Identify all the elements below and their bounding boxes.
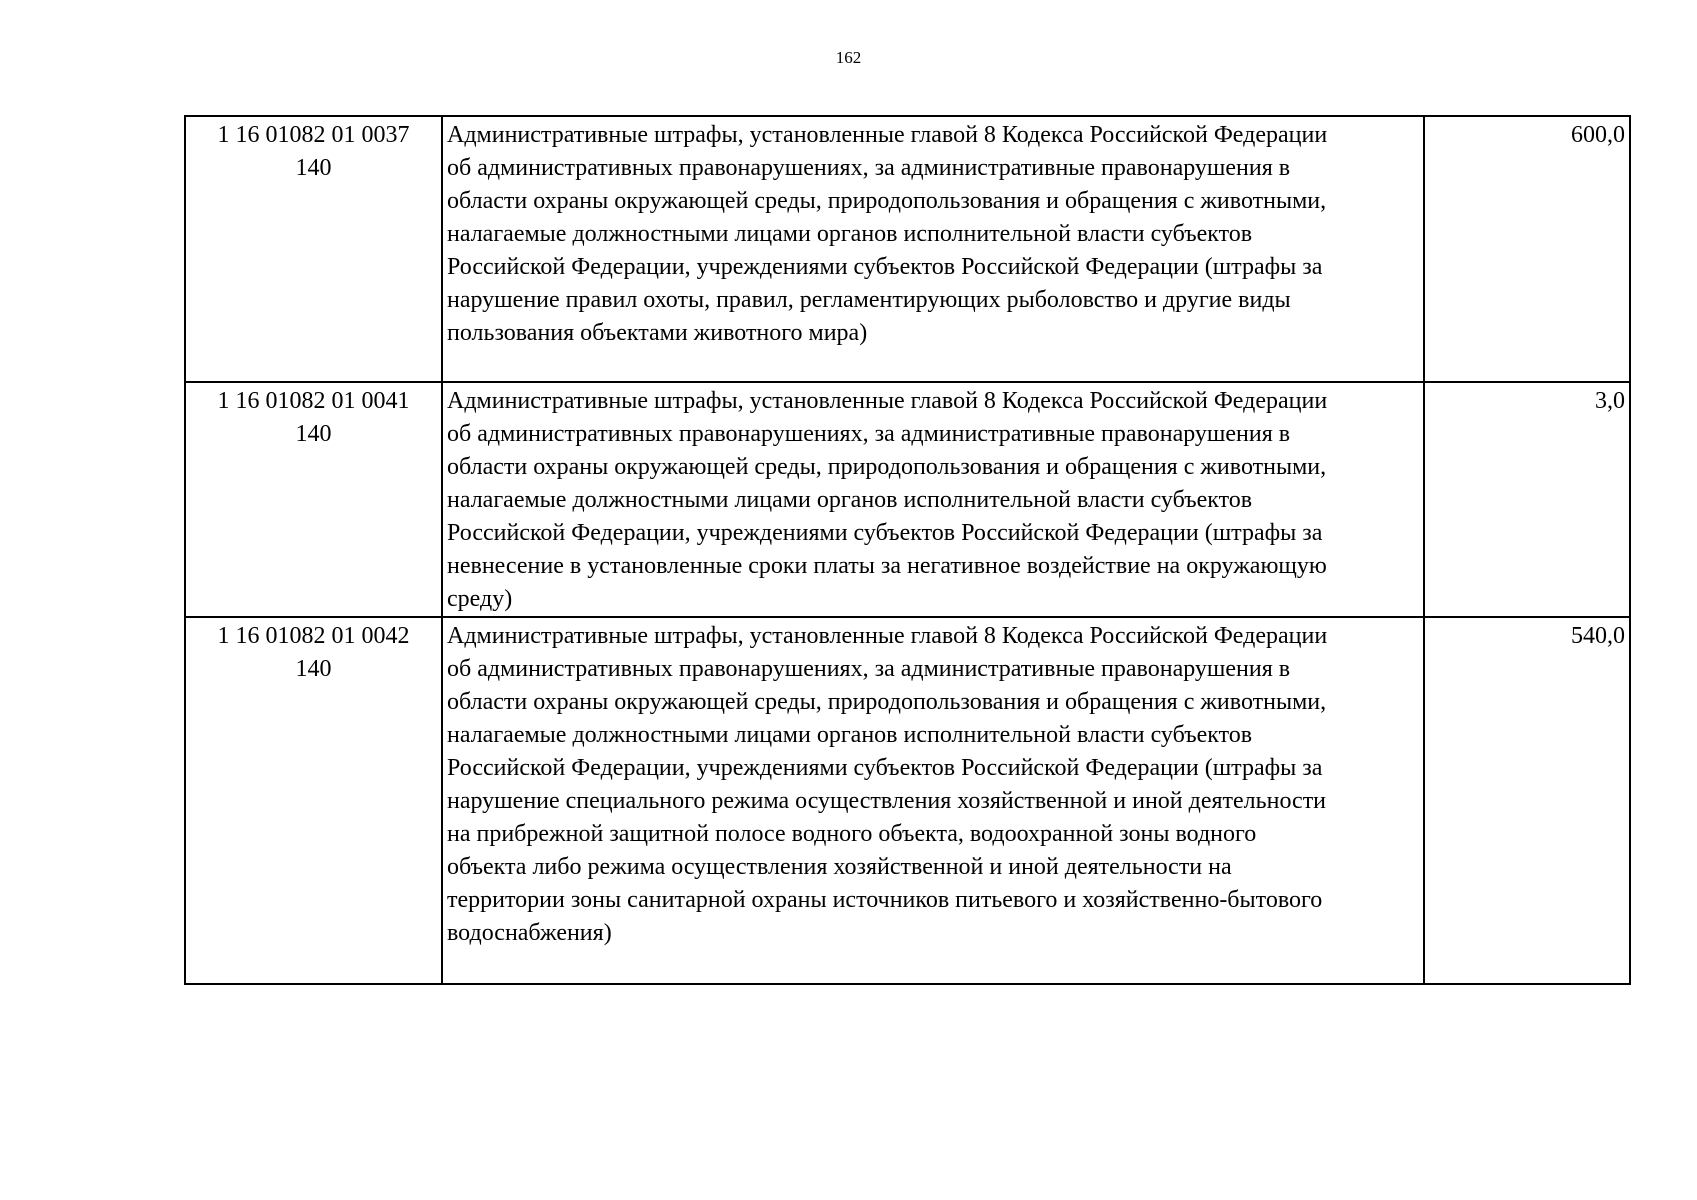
table-row (185, 116, 1630, 382)
classification-code-cell (185, 382, 442, 617)
classification-code-suffix: 140 (295, 155, 332, 181)
description-line: налагаемые должностными лицами органов исполнительной власти субъектов (447, 487, 1253, 513)
classification-code-cell (185, 617, 442, 984)
classification-code: 1 16 01082 01 0037 (217, 122, 410, 148)
description-line: Административные штрафы, установленные главой 8 Кодекса Российской Федерации (447, 623, 1328, 649)
description-line: об административных правонарушениях, за административные правонарушения в (447, 421, 1291, 447)
description-line: невнесение в установленные сроки платы за негативное воздействие на окружающую (447, 553, 1327, 579)
description-line: объекта либо режима осуществления хозяйственной и иной деятельности на (447, 854, 1232, 880)
description-cell (442, 617, 1424, 984)
classification-code-suffix: 140 (295, 656, 332, 682)
description-line: налагаемые должностными лицами органов исполнительной власти субъектов (447, 221, 1253, 247)
description-line: Российской Федерации, учреждениями субъектов Российской Федерации (штрафы за (447, 254, 1323, 280)
description-cell (442, 116, 1424, 382)
description-line: водоснабжения) (447, 920, 612, 946)
classification-code: 1 16 01082 01 0042 (217, 623, 410, 649)
description-line: нарушение специального режима осуществления хозяйственной и иной деятельности (447, 788, 1327, 814)
description-line: нарушение правил охоты, правил, регламентирующих рыболовство и другие виды (447, 287, 1291, 313)
description-line: Административные штрафы, установленные главой 8 Кодекса Российской Федерации (447, 122, 1328, 148)
classification-code-cell (185, 116, 442, 382)
budget-revenue-table (184, 115, 1631, 985)
classification-code-suffix: 140 (295, 421, 332, 447)
amount-cell: 3,0 (1424, 382, 1630, 617)
table-row (185, 382, 1630, 617)
description-line: Административные штрафы, установленные главой 8 Кодекса Российской Федерации (447, 388, 1328, 414)
description-line: области охраны окружающей среды, природопользования и обращения с животными, (447, 454, 1327, 480)
table-row (185, 617, 1630, 984)
description-line: пользования объектами животного мира) (447, 320, 868, 346)
description-line: области охраны окружающей среды, природопользования и обращения с животными, (447, 188, 1327, 214)
classification-code: 1 16 01082 01 0041 (217, 388, 410, 414)
description-line: на прибрежной защитной полосе водного объекта, водоохранной зоны водного (447, 821, 1257, 847)
description-line: среду) (447, 586, 513, 612)
description-line: об административных правонарушениях, за административные правонарушения в (447, 656, 1291, 682)
page-number: 162 (835, 48, 862, 67)
amount-cell: 540,0 (1424, 617, 1630, 984)
description-line: об административных правонарушениях, за административные правонарушения в (447, 155, 1291, 181)
amount-cell: 600,0 (1424, 116, 1630, 382)
description-cell (442, 382, 1424, 617)
description-line: территории зоны санитарной охраны источников питьевого и хозяйственно-бытового (447, 887, 1323, 913)
description-line: налагаемые должностными лицами органов исполнительной власти субъектов (447, 722, 1253, 748)
description-line: Российской Федерации, учреждениями субъектов Российской Федерации (штрафы за (447, 755, 1323, 781)
description-line: Российской Федерации, учреждениями субъектов Российской Федерации (штрафы за (447, 520, 1323, 546)
description-line: области охраны окружающей среды, природопользования и обращения с животными, (447, 689, 1327, 715)
